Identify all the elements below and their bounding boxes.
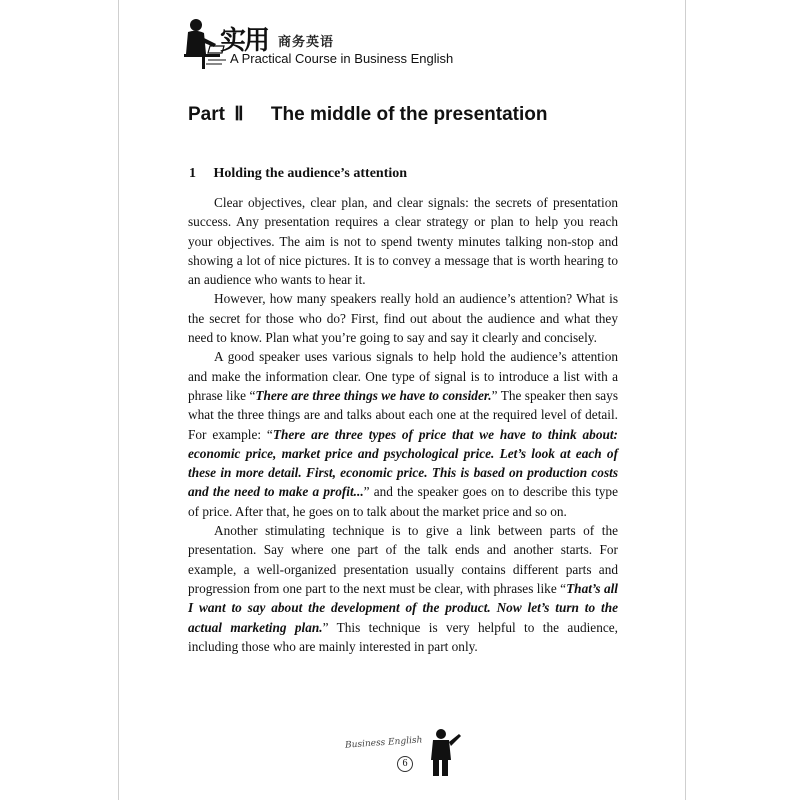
paragraph — [188, 521, 618, 656]
text-run: Another stimulating technique is to give a link between parts of the presentation. Say where one part of the talk ends and another starts. For example, a well-organized presentation usually contains different parts and progression from one part to the next must be clear, with phrases like “ — [188, 523, 618, 596]
part-label: Part — [188, 104, 225, 125]
emphasized-phrase: There are three things we have to consider. — [255, 387, 492, 403]
text-run: ” The speaker then says what the three things are and talks about each one at the required level of detail. For example: “ — [188, 387, 618, 442]
text-run: A good speaker uses various signals to help hold the audience’s attention and make the information clear. One type of signal is to introduce a list with a phrase like “ — [188, 349, 618, 403]
part-title — [188, 103, 547, 126]
header-chinese-title: 实用 — [220, 26, 269, 56]
header-english-title: A Practical Course in Business English — [230, 51, 454, 66]
section-heading-text: Holding the audience’s attention — [213, 166, 408, 181]
part-numeral: Ⅱ — [234, 104, 244, 125]
text-run: ” and the speaker goes on to describe this type of price. After that, he goes on to talk about the market price and so on. — [188, 484, 618, 519]
page-footer — [345, 728, 475, 788]
paragraph — [188, 347, 618, 521]
section-heading — [189, 166, 407, 182]
paragraph — [188, 193, 618, 289]
part-title-text: The middle of the presentation — [270, 104, 548, 125]
text-run: ” This technique is very helpful to the audience, including those who are mainly interested in part only. — [188, 619, 618, 654]
section-number: 1 — [189, 166, 196, 181]
emphasized-phrase: There are three types of price that we have to think about: economic price, market price and psychological price. Let’s look at each of these in more detail. First, economic price. This is based on production costs and the need to make a profit... — [188, 426, 618, 500]
emphasized-phrase: That’s all I want to say about the development of the product. Now let’s turn to the actual marketing plan. — [188, 580, 618, 635]
footer-script-text: Business English — [344, 735, 423, 751]
businessman-icon — [423, 728, 463, 778]
running-header — [180, 16, 500, 76]
text-run: Clear objectives, clear plan, and clear signals: the secrets of presentation success. Any presentation requires a clear strategy or plan to help you reach your objectives. The aim is not to spend twenty minutes talking non-stop and showing a lot of nice pictures. It is to convey a message that is worth hearing to an audience who wants to hear it. — [188, 195, 618, 288]
body-text — [188, 193, 618, 656]
paragraph — [188, 289, 618, 347]
header-chinese-subtitle: 商务英语 — [278, 35, 335, 50]
page-number: 6 — [397, 756, 413, 772]
text-run: However, how many speakers really hold an audience’s attention? What is the secret for those who do? First, find out about the audience and what they need to know. Plan what you’re going to say and say it clearly and concisely. — [188, 291, 618, 346]
